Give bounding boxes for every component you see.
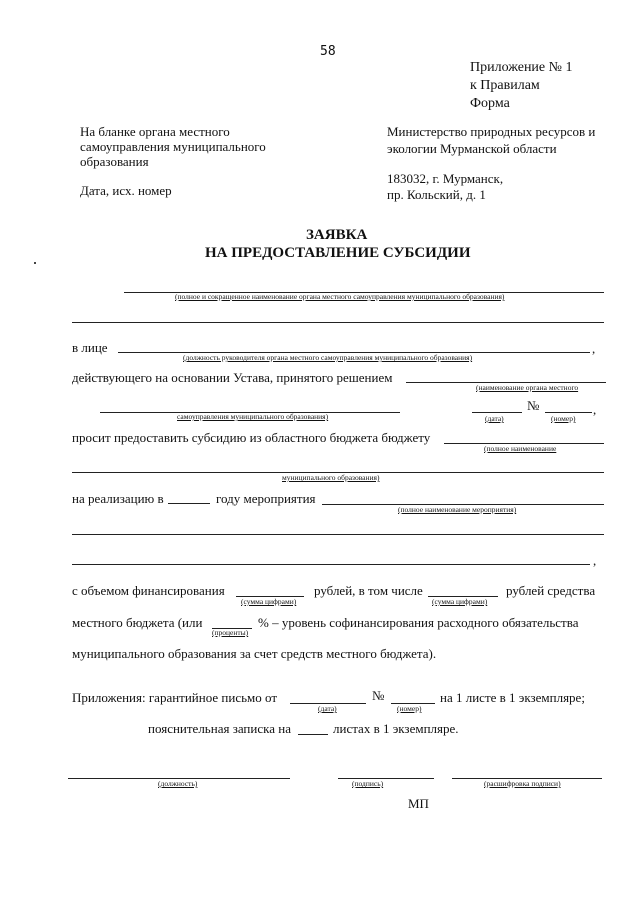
request-label: просит предоставить субсидию из областного бюджета бюджету (72, 430, 431, 445)
municipal-funds-text: муниципального образования за счет средств местного бюджета). (72, 646, 437, 661)
number-hint-1: (номер) (551, 414, 576, 423)
sheets-label: листах в 1 экземпляре. (333, 721, 459, 736)
municipal-hint: муниципального образования) (282, 473, 380, 482)
acting-label: действующего на основании Устава, принятого решением (72, 370, 393, 385)
date-outgoing-number: Дата, исх. номер (80, 183, 172, 198)
comma-2: , (593, 402, 597, 417)
recipient-line-3: 183032, г. Мурманск, (387, 171, 504, 186)
comma-3: , (593, 553, 597, 568)
body-name-hint-2: самоуправления муниципального образования) (177, 412, 329, 421)
number-sign-2: № (372, 688, 385, 703)
margin-mark (34, 262, 36, 264)
funding-label: с объемом финансирования (72, 583, 225, 598)
number-hint-2: (номер) (397, 704, 422, 713)
year-event-label: году мероприятия (216, 491, 316, 506)
sum-digits-hint-1: (сумма цифрами) (241, 597, 297, 606)
v-litse-label: в лице (72, 340, 108, 355)
position-hint: (должность) (158, 779, 198, 788)
percent-hint: (проценты) (212, 628, 249, 637)
sender-line-3: образования (80, 154, 149, 169)
event-name-field-2[interactable] (72, 534, 604, 535)
recipient-line-4: пр. Кольский, д. 1 (387, 187, 486, 202)
event-name-hint: (полное наименование мероприятия) (398, 505, 517, 514)
body-name-hint-1: (наименование органа местного (476, 383, 579, 392)
rubles-funds-label: рублей средства (506, 583, 596, 598)
document-subtitle: НА ПРЕДОСТАВЛЕНИЕ СУБСИДИИ (205, 245, 471, 261)
page-number: 58 (320, 44, 336, 59)
explanatory-label: пояснительная записка на (148, 721, 291, 736)
date-hint-1: (дата) (485, 414, 504, 423)
year-field[interactable] (168, 503, 210, 504)
rubles-incl-label: рублей, в том числе (314, 583, 423, 598)
decision-number-field[interactable] (545, 412, 592, 413)
org-name-hint: (полное и сокращенное наименование органа местного самоуправления муниципального образования) (175, 292, 505, 301)
recipient-line-2: экологии Мурманской области (387, 141, 557, 156)
sender-line-2: самоуправления муниципального (80, 139, 266, 154)
sheets-count-field[interactable] (298, 734, 328, 735)
recipient-line-1: Министерство природных ресурсов и (387, 124, 596, 139)
document-title: ЗАЯВКА (306, 227, 368, 243)
one-sheet-label: на 1 листе в 1 экземпляре; (440, 690, 585, 705)
percent-text: % – уровень софинансирования расходного обязательства (258, 615, 579, 630)
decision-date-field[interactable] (472, 412, 522, 413)
local-budget-label: местного бюджета (или (72, 615, 203, 630)
stamp-place: МП (408, 796, 429, 811)
sender-line-1: На бланке органа местного (80, 124, 230, 139)
full-name-hint: (полное наименование (484, 444, 557, 453)
decoding-hint: (расшифровка подписи) (484, 779, 561, 788)
implementation-label: на реализацию в (72, 491, 164, 506)
appendix-line-2: к Правилам (470, 78, 540, 93)
attachments-label: Приложения: гарантийное письмо от (72, 690, 278, 705)
date-hint-2: (дата) (318, 704, 337, 713)
event-name-field-3[interactable] (72, 564, 590, 565)
sum-digits-hint-2: (сумма цифрами) (432, 597, 488, 606)
org-name-field-2[interactable] (72, 322, 604, 323)
signature-hint: (подпись) (352, 779, 384, 788)
number-sign-1: № (527, 398, 540, 413)
comma-1: , (592, 341, 596, 356)
appendix-line-1: Приложение № 1 (470, 60, 573, 75)
head-position-hint: (должность руководителя органа местного самоуправления муниципального образования) (183, 353, 473, 362)
appendix-line-3: Форма (470, 96, 510, 111)
